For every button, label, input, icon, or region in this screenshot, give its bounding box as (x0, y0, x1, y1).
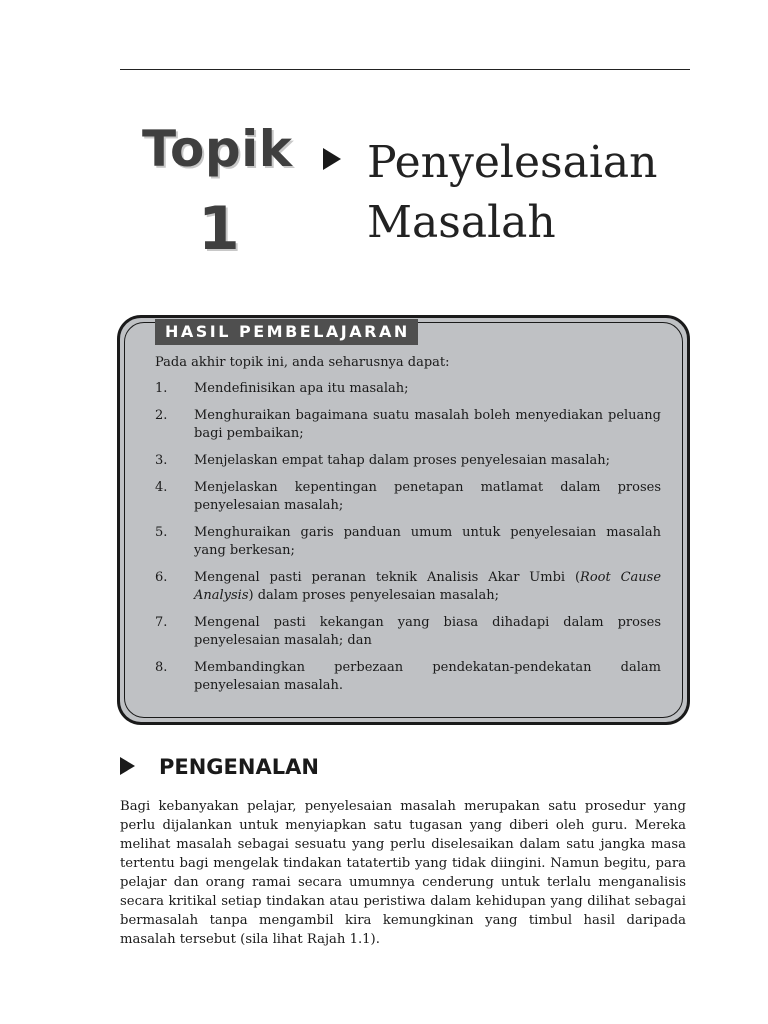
outcome-text: Mengenal pasti kekangan yang biasa dihadapi dalam proses penyelesaian masalah; dan (194, 615, 661, 648)
play-arrow-icon (323, 148, 341, 170)
outcome-number: 5. (155, 525, 168, 540)
outcome-text-italic: Root Cause Analysis (194, 570, 662, 603)
outcome-text: Membandingkan perbezaan pendekatan-pendekatan dalam penyelesaian masalah. (194, 660, 661, 693)
chapter-title-line-2: Masalah (367, 197, 556, 248)
outcome-number: 3. (155, 453, 168, 468)
topic-number: 1 (198, 194, 240, 264)
header-rule (120, 69, 690, 70)
learning-outcomes-list (155, 380, 661, 704)
outcome-text: Menjelaskan empat tahap dalam proses penyelesaian masalah; (194, 453, 611, 468)
chapter-title-line-1: Penyelesaian (367, 137, 658, 188)
outcome-number: 8. (155, 660, 168, 675)
outcome-item (155, 407, 661, 443)
outcome-text: Menghuraikan garis panduan umum untuk penyelesaian masalah yang berkesan; (194, 525, 661, 558)
outcome-item (155, 380, 661, 398)
outcome-text: Mendefinisikan apa itu masalah; (194, 381, 409, 396)
outcome-number: 6. (155, 570, 168, 585)
outcome-item (155, 614, 661, 650)
outcome-number: 1. (155, 381, 168, 396)
outcome-text: Menghuraikan bagaimana suatu masalah boleh menyediakan peluang bagi pembaikan; (194, 408, 661, 441)
topic-label: Topik (142, 120, 293, 178)
outcome-number: 2. (155, 408, 168, 423)
outcome-item (155, 524, 661, 560)
play-arrow-icon (120, 757, 135, 775)
intro-paragraph: Bagi kebanyakan pelajar, penyelesaian masalah merupakan satu prosedur yang perlu dijalankan untuk menyiapkan satu tugasan yang diberi oleh guru. Mereka melihat masalah sebagai sesuatu yang perlu diselesaikan dalam satu jangka masa tertentu bagi mengelak tindakan tatatertib yang tidak diingini. Namun begitu, para pelajar dan orang ramai secara umumnya cenderung untuk terlalu menganalisis secara kritikal setiap tindakan atau peristiwa dalam kehidupan yang dilihat sebagai bermasalah tanpa mengambil kira kemungkinan yang timbul hasil daripada masalah tersebut (sila lihat Rajah 1.1). (120, 799, 686, 947)
chapter-title (367, 133, 697, 253)
learning-outcomes-header: HASIL PEMBELAJARAN (155, 319, 418, 345)
outcome-item (155, 569, 661, 605)
outcome-item (155, 659, 661, 695)
outcome-text (194, 569, 661, 605)
section-heading-text: PENGENALAN (159, 755, 319, 779)
outcome-item (155, 479, 661, 515)
outcome-number: 4. (155, 480, 168, 495)
outcome-text: Menjelaskan kepentingan penetapan matlamat dalam proses penyelesaian masalah; (194, 480, 661, 513)
outcome-text-part: Mengenal pasti peranan teknik Analisis Akar Umbi ( (194, 570, 581, 585)
section-heading (120, 751, 319, 783)
learning-outcomes-intro: Pada akhir topik ini, anda seharusnya dapat: (155, 355, 450, 370)
outcome-number: 7. (155, 615, 168, 630)
outcome-item (155, 452, 661, 470)
outcome-text-part: ) dalam proses penyelesaian masalah; (248, 588, 499, 603)
